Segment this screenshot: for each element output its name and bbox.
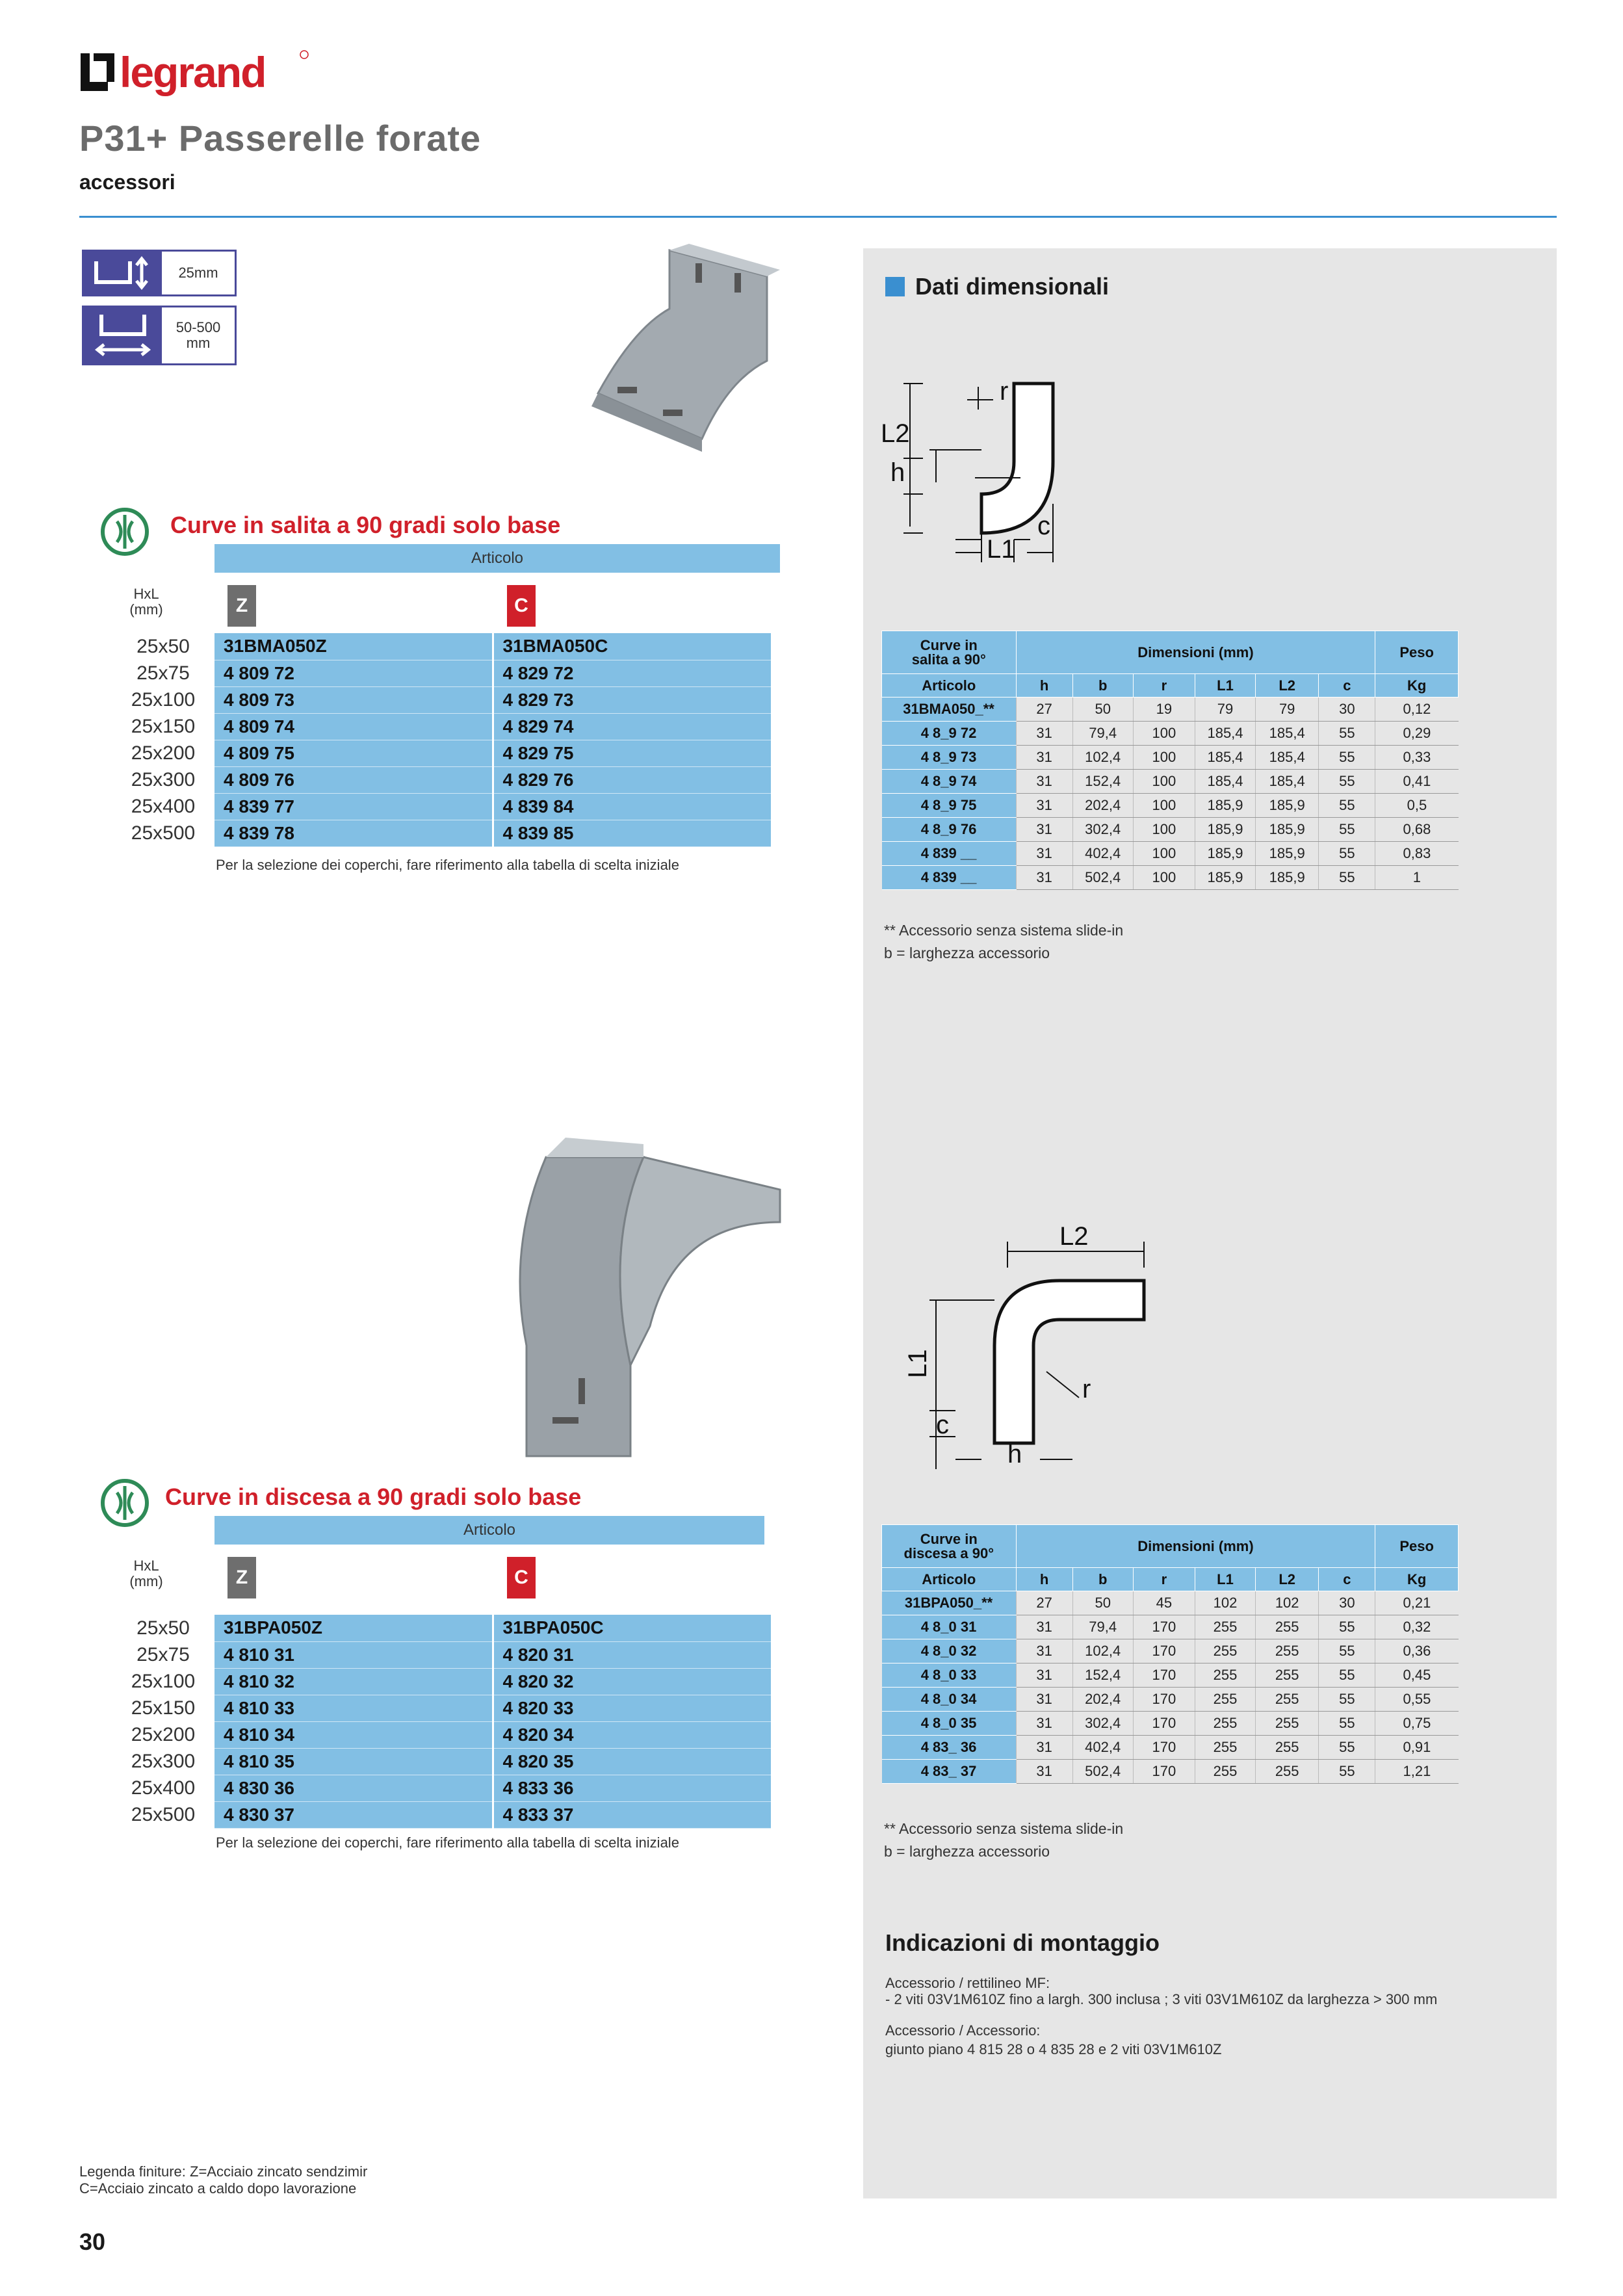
tray-width-icon [84, 307, 162, 363]
svg-text:legrand: legrand [120, 48, 266, 96]
table-row: 31BPA050_** 27 50 45 102 102 30 0,21 [882, 1591, 1459, 1615]
cover-note: Per la selezione dei coperchi, fare riferimento alla tabella di scelta iniziale [216, 1834, 679, 1851]
diagram-curve-down [884, 1222, 1157, 1469]
article-table-curve-up [117, 633, 771, 847]
table-row: 4 8_9 74 31 152,4 100 185,4 185,4 55 0,41 [882, 770, 1459, 794]
table-row: 25x150 4 809 74 4 829 74 [117, 713, 771, 740]
finish-legend [79, 2163, 367, 2198]
dimensions-table-curve-up: Curve in salita a 90° Dimensioni (mm) Peso Articolo h b r L1 L2 c Kg 31BMA050_** 27 50 19 79 79 30 0,12 4 8_9 72 31 79,4 100 185,4 185,4 55 0,29 4 8_9 73 31 102,4 100 185,4 185,4 55 0,33 4 8_9 74 31 152,4 100 185,4 185,4 55 0,41 4 8_9 75 31 202,4 100 185,9 185,9 55 0,5 4 8_9 76 31 302,4 100 185,9 185,9 55 0,68 4 839 __ 31 402,4 100 185,9 185,9 55 0,83 4 839 __ 31 502,4 100 185,9 185,9 55 1 [881, 631, 1459, 890]
table-row: 25x50 31BMA050Z 31BMA050C [117, 633, 771, 660]
articolo-header: Articolo [214, 1516, 764, 1545]
table-row: 4 8_0 33 31 152,4 170 255 255 55 0,45 [882, 1663, 1459, 1688]
section-title-curve-up: Curve in salita a 90 gradi solo base [170, 512, 561, 538]
table-row: 4 83_ 37 31 502,4 170 255 255 55 1,21 [882, 1760, 1459, 1784]
height-badge [82, 250, 237, 296]
table-row: 4 8_9 73 31 102,4 100 185,4 185,4 55 0,33 [882, 746, 1459, 770]
article-table-curve-down [117, 1615, 771, 1829]
product-photo-curve-down [481, 1131, 793, 1469]
legend-line-1: Legenda finiture: Z=Acciaio zincato sendzimir [79, 2163, 368, 2180]
table-note [884, 1818, 1123, 1862]
assembly-p1-line2: - 2 viti 03V1M610Z fino a largh. 300 inclusa ; 3 viti 03V1M610Z da larghezza > 300 mm [885, 1991, 1438, 2008]
svg-text:L2: L2 [1059, 1222, 1089, 1251]
table-row: 4 83_ 36 31 402,4 170 255 255 55 0,91 [882, 1736, 1459, 1760]
heading-square-icon [885, 277, 905, 296]
height-badge-text: 25mm [178, 264, 218, 281]
assembly-title: Indicazioni di montaggio [885, 1929, 1160, 1956]
product-photo-curve-up [572, 224, 806, 471]
table-row: 4 8_0 34 31 202,4 170 255 255 55 0,55 [882, 1688, 1459, 1712]
hxl-label: HxL (mm) [129, 586, 163, 618]
certification-icon [99, 506, 151, 558]
table-row: 4 8_0 35 31 302,4 170 255 255 55 0,75 [882, 1712, 1459, 1736]
diagram-curve-up [881, 364, 1098, 564]
table-note [884, 919, 1123, 964]
assembly-p2-line1: Accessorio / Accessorio: [885, 2022, 1041, 2039]
svg-text:h: h [890, 458, 905, 487]
header-rule [79, 216, 1557, 218]
note-width: b = larghezza accessorio [884, 1842, 1050, 1860]
table-row: 4 8_0 31 31 79,4 170 255 255 55 0,32 [882, 1615, 1459, 1639]
note-width: b = larghezza accessorio [884, 944, 1050, 961]
note-slide-in: ** Accessorio senza sistema slide-in [884, 922, 1124, 939]
table-row: 25x200 4 810 34 4 820 34 [117, 1721, 771, 1748]
table-row: 25x500 4 830 37 4 833 37 [117, 1801, 771, 1828]
assembly-text [885, 1975, 1437, 2057]
table-row: 4 8_9 75 31 202,4 100 185,9 185,9 55 0,5 [882, 794, 1459, 818]
table-row: 25x75 4 809 72 4 829 72 [117, 660, 771, 686]
tray-height-icon [84, 252, 162, 294]
svg-text:r: r [1000, 377, 1009, 406]
assembly-p1-line1: Accessorio / rettilineo MF: [885, 1975, 1050, 1991]
table-row: 4 839 __ 31 502,4 100 185,9 185,9 55 1 [882, 866, 1459, 890]
section-title-curve-down: Curve in discesa a 90 gradi solo base [165, 1483, 582, 1510]
width-badge [82, 306, 237, 365]
note-slide-in: ** Accessorio senza sistema slide-in [884, 1820, 1124, 1837]
table-row: 25x200 4 809 75 4 829 75 [117, 740, 771, 766]
articolo-header: Articolo [214, 544, 780, 573]
finish-c-badge: C [507, 1557, 536, 1598]
table-row: 25x400 4 830 36 4 833 36 [117, 1775, 771, 1801]
certification-icon [99, 1477, 151, 1529]
assembly-p2-line2: giunto piano 4 815 28 o 4 835 28 e 2 viti 03V1M610Z [885, 2041, 1222, 2057]
width-badge-text: 50-500 mm [175, 319, 221, 351]
dimensions-table-curve-down: Curve in discesa a 90° Dimensioni (mm) Peso Articolo h b r L1 L2 c Kg 31BPA050_** 27 50 45 102 102 30 0,21 4 8_0 31 31 79,4 170 255 255 55 0,32 4 8_0 32 31 102,4 170 255 255 55 0,36 4 8_0 33 31 152,4 170 255 255 55 0,45 4 8_0 34 31 202,4 170 255 255 55 0,55 4 8_0 35 31 302,4 170 255 255 55 0,75 4 83_ 36 31 402,4 170 255 255 55 0,91 4 83_ 37 31 502,4 170 255 255 55 1,21 [881, 1524, 1459, 1784]
svg-text:L1: L1 [903, 1349, 932, 1378]
svg-text:c: c [936, 1411, 949, 1439]
page-number: 30 [79, 2228, 106, 2255]
svg-text:L2: L2 [881, 419, 910, 448]
table-row: 25x500 4 839 78 4 839 85 [117, 820, 771, 846]
table-row: 4 8_9 72 31 79,4 100 185,4 185,4 55 0,29 [882, 722, 1459, 746]
table-row: 25x400 4 839 77 4 839 84 [117, 793, 771, 820]
legrand-logo [78, 46, 312, 104]
table-row: 31BMA050_** 27 50 19 79 79 30 0,12 [882, 698, 1459, 722]
table-row: 25x100 4 809 73 4 829 73 [117, 686, 771, 713]
table-row: 25x300 4 809 76 4 829 76 [117, 766, 771, 793]
table-row: 4 8_9 76 31 302,4 100 185,9 185,9 55 0,68 [882, 818, 1459, 842]
finish-z-badge: Z [227, 1557, 256, 1598]
table-row: 4 8_0 32 31 102,4 170 255 255 55 0,36 [882, 1639, 1459, 1663]
table-row: 25x100 4 810 32 4 820 32 [117, 1668, 771, 1695]
svg-text:h: h [1007, 1440, 1022, 1468]
page-title: P31+ Passerelle forate [79, 118, 482, 159]
finish-z-badge: Z [227, 585, 256, 627]
legend-line-2: C=Acciaio zincato a caldo dopo lavorazione [79, 2180, 357, 2197]
cover-note: Per la selezione dei coperchi, fare riferimento alla tabella di scelta iniziale [216, 857, 679, 873]
dimensions-heading-text: Dati dimensionali [915, 273, 1110, 300]
table-row: 4 839 __ 31 402,4 100 185,9 185,9 55 0,83 [882, 842, 1459, 866]
svg-text:L1: L1 [987, 535, 1016, 564]
table-row: 25x50 31BPA050Z 31BPA050C [117, 1615, 771, 1641]
finish-c-badge: C [507, 585, 536, 627]
hxl-label: HxL (mm) [129, 1558, 163, 1590]
table-row: 25x75 4 810 31 4 820 31 [117, 1641, 771, 1668]
table-row: 25x300 4 810 35 4 820 35 [117, 1748, 771, 1775]
dimensions-heading [885, 273, 1109, 300]
legrand-logo-icon [78, 46, 312, 104]
svg-text:c: c [1037, 512, 1050, 540]
svg-text:r: r [1082, 1375, 1091, 1403]
table-row: 25x150 4 810 33 4 820 33 [117, 1695, 771, 1721]
page-subtitle: accessori [79, 170, 175, 194]
